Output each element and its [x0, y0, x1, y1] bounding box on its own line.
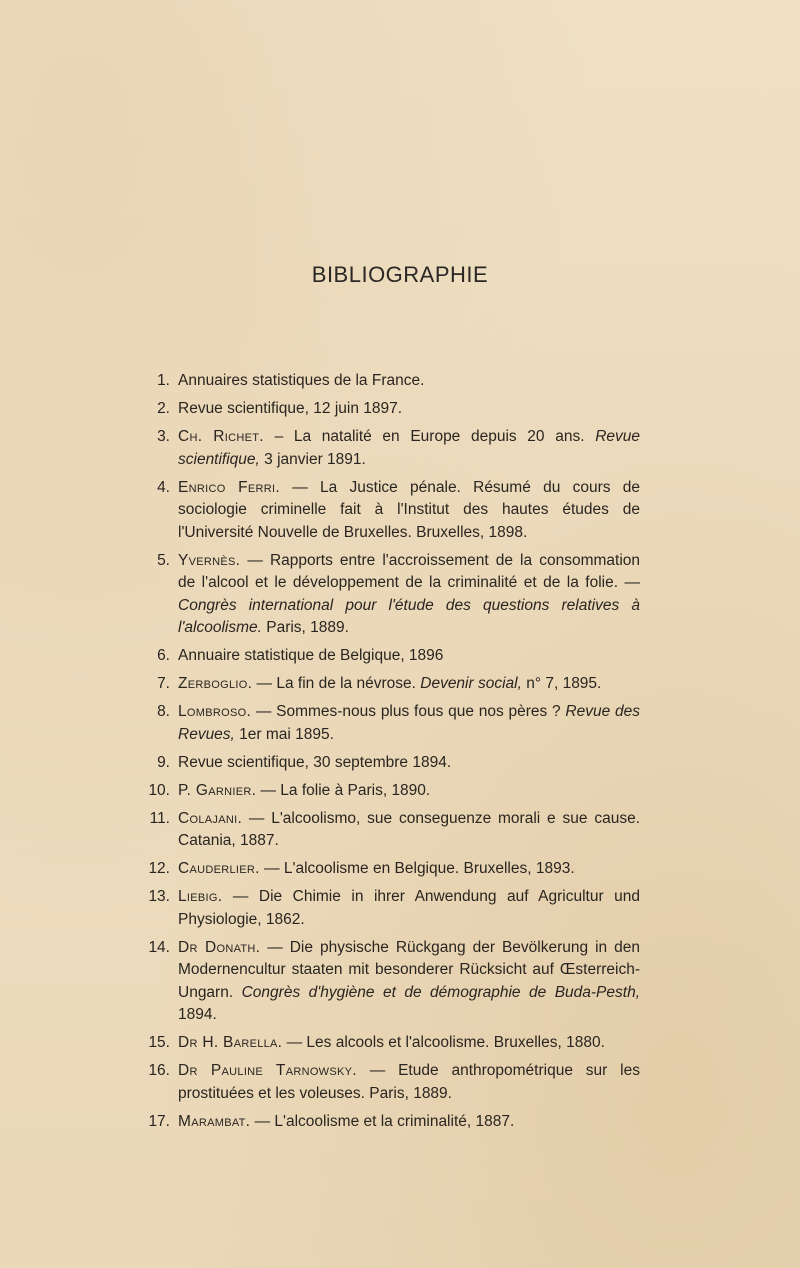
entry-text: — Etude anthropométrique sur les prostituées et les voleuses. Paris, 1889.	[178, 1062, 640, 1102]
entry-number: 5.	[157, 551, 170, 569]
list-item	[132, 752, 640, 775]
entry-text: Revue scientifique, 30 septembre 1894.	[178, 753, 452, 771]
entry-body	[178, 398, 640, 421]
entry-number: 14.	[148, 938, 170, 956]
entry-author: Zerboglio.	[178, 675, 253, 692]
entry-number: 4.	[157, 478, 170, 496]
entry-body	[178, 645, 640, 668]
entry-body	[178, 1060, 640, 1105]
entry-body	[178, 1111, 640, 1134]
entry-text: – La natalité en Europe depuis 20 ans.	[263, 428, 596, 445]
entry-text: — Die physische Rückgang der Bevölkerung in den Modernencultur staaten mit besonderer Rücksicht auf Œsterreich-Ungarn.	[178, 938, 640, 1001]
entry-body	[178, 550, 640, 640]
entry-number: 9.	[157, 753, 170, 771]
entry-text: — Les alcools et l'alcoolisme. Bruxelles, 1880.	[282, 1034, 605, 1051]
list-item	[132, 937, 640, 1027]
entry-body	[178, 1032, 640, 1055]
entry-text: Annuaires statistiques de la France.	[178, 372, 425, 389]
entry-number: 2.	[157, 400, 170, 417]
entry-tail: Paris, 1889.	[261, 619, 349, 636]
entry-number: 1.	[157, 372, 170, 389]
list-item	[132, 858, 640, 881]
entry-text: Revue scientifique, 12 juin 1897.	[178, 400, 403, 417]
entry-number: 16.	[148, 1062, 170, 1079]
entry-tail: n° 7, 1895.	[521, 675, 602, 692]
entry-text: — La fin de la névrose.	[252, 675, 421, 692]
entry-text: — La Justice pénale. Résumé du cours de sociologie criminelle fait à l'Institut des hautes études de l'Université Nouvelle de Bruxelles. Bruxelles, 1898.	[178, 478, 640, 541]
list-item	[132, 398, 640, 421]
entry-number: 17.	[148, 1112, 170, 1130]
list-item	[132, 550, 640, 640]
entry-author: Lombroso.	[178, 703, 252, 720]
entry-author: Cauderlier.	[178, 860, 260, 877]
entry-tail: 3 janvier 1891.	[259, 450, 366, 468]
bibliography-list	[132, 370, 640, 1139]
entry-body	[178, 701, 640, 746]
entry-number: 8.	[157, 703, 170, 720]
entry-body	[178, 752, 640, 775]
entry-body	[178, 858, 640, 881]
entry-text: — L'alcoolismo, sue conseguenze morali e sue cause. Catania, 1887.	[178, 809, 640, 849]
entry-author: Ch. Richet.	[178, 428, 264, 445]
entry-author: Enrico Ferri.	[178, 478, 280, 496]
entry-number: 11.	[149, 809, 170, 827]
entry-title: Devenir social,	[420, 675, 522, 692]
list-item	[132, 477, 640, 545]
list-item	[132, 886, 640, 931]
entry-text: — L'alcoolisme et la criminalité, 1887.	[250, 1112, 515, 1130]
list-item	[132, 673, 640, 696]
list-item	[132, 1032, 640, 1055]
entry-number: 7.	[157, 675, 170, 692]
entry-body	[178, 937, 640, 1027]
entry-author: Dr Pauline Tarnowsky.	[178, 1062, 357, 1079]
entry-author: Dr H. Barella.	[178, 1034, 283, 1051]
entry-body	[178, 886, 640, 931]
entry-number: 12.	[148, 860, 170, 877]
entry-body	[178, 673, 640, 696]
entry-number: 6.	[157, 647, 170, 664]
entry-number: 15.	[148, 1034, 170, 1051]
list-item	[132, 426, 640, 471]
list-item	[132, 701, 640, 746]
entry-tail: 1er mai 1895.	[234, 725, 334, 743]
entry-text: — Rapports entre l'accroissement de la consommation de l'alcool et le développement de la criminalité et de la folie. —	[178, 551, 640, 591]
entry-body	[178, 780, 640, 803]
entry-number: 10.	[148, 781, 170, 799]
entry-title: Congrès international pour l'étude des questions relatives à l'alcoolisme.	[178, 596, 640, 636]
entry-body	[178, 426, 640, 471]
list-item	[132, 645, 640, 668]
entry-tail: 1894.	[178, 1006, 217, 1023]
list-item	[132, 1111, 640, 1134]
entry-author: Dr Donath.	[178, 938, 261, 956]
list-item	[132, 370, 640, 393]
entry-author: P. Garnier.	[178, 781, 257, 799]
list-item	[132, 1060, 640, 1105]
entry-text: — Die Chimie in ihrer Anwendung auf Agricultur und Physiologie, 1862.	[178, 888, 640, 928]
entry-author: Marambat.	[178, 1112, 251, 1130]
page-title: BIBLIOGRAPHIE	[311, 262, 489, 287]
entry-author: Colajani.	[178, 809, 243, 827]
entry-text: Annuaire statistique de Belgique, 1896	[178, 647, 444, 664]
entry-body	[178, 808, 640, 853]
entry-body	[178, 370, 640, 393]
list-item	[132, 808, 640, 853]
entry-number: 13.	[148, 888, 170, 905]
entry-text: — Sommes-nous plus fous que nos pères ?	[251, 703, 566, 720]
entry-title: Congrès d'hygiène et de démographie de Buda-Pesth,	[241, 983, 640, 1001]
entry-body	[178, 477, 640, 545]
entry-text: — L'alcoolisme en Belgique. Bruxelles, 1893.	[259, 860, 575, 877]
list-item	[132, 780, 640, 803]
entry-text: — La folie à Paris, 1890.	[256, 781, 431, 799]
entry-title: Revue des Revues,	[178, 703, 640, 743]
entry-author: Liebig.	[178, 888, 223, 905]
entry-number: 3.	[157, 428, 170, 445]
entry-title: Revue scientifique,	[178, 428, 640, 468]
entry-author: Yvernès.	[178, 551, 241, 569]
